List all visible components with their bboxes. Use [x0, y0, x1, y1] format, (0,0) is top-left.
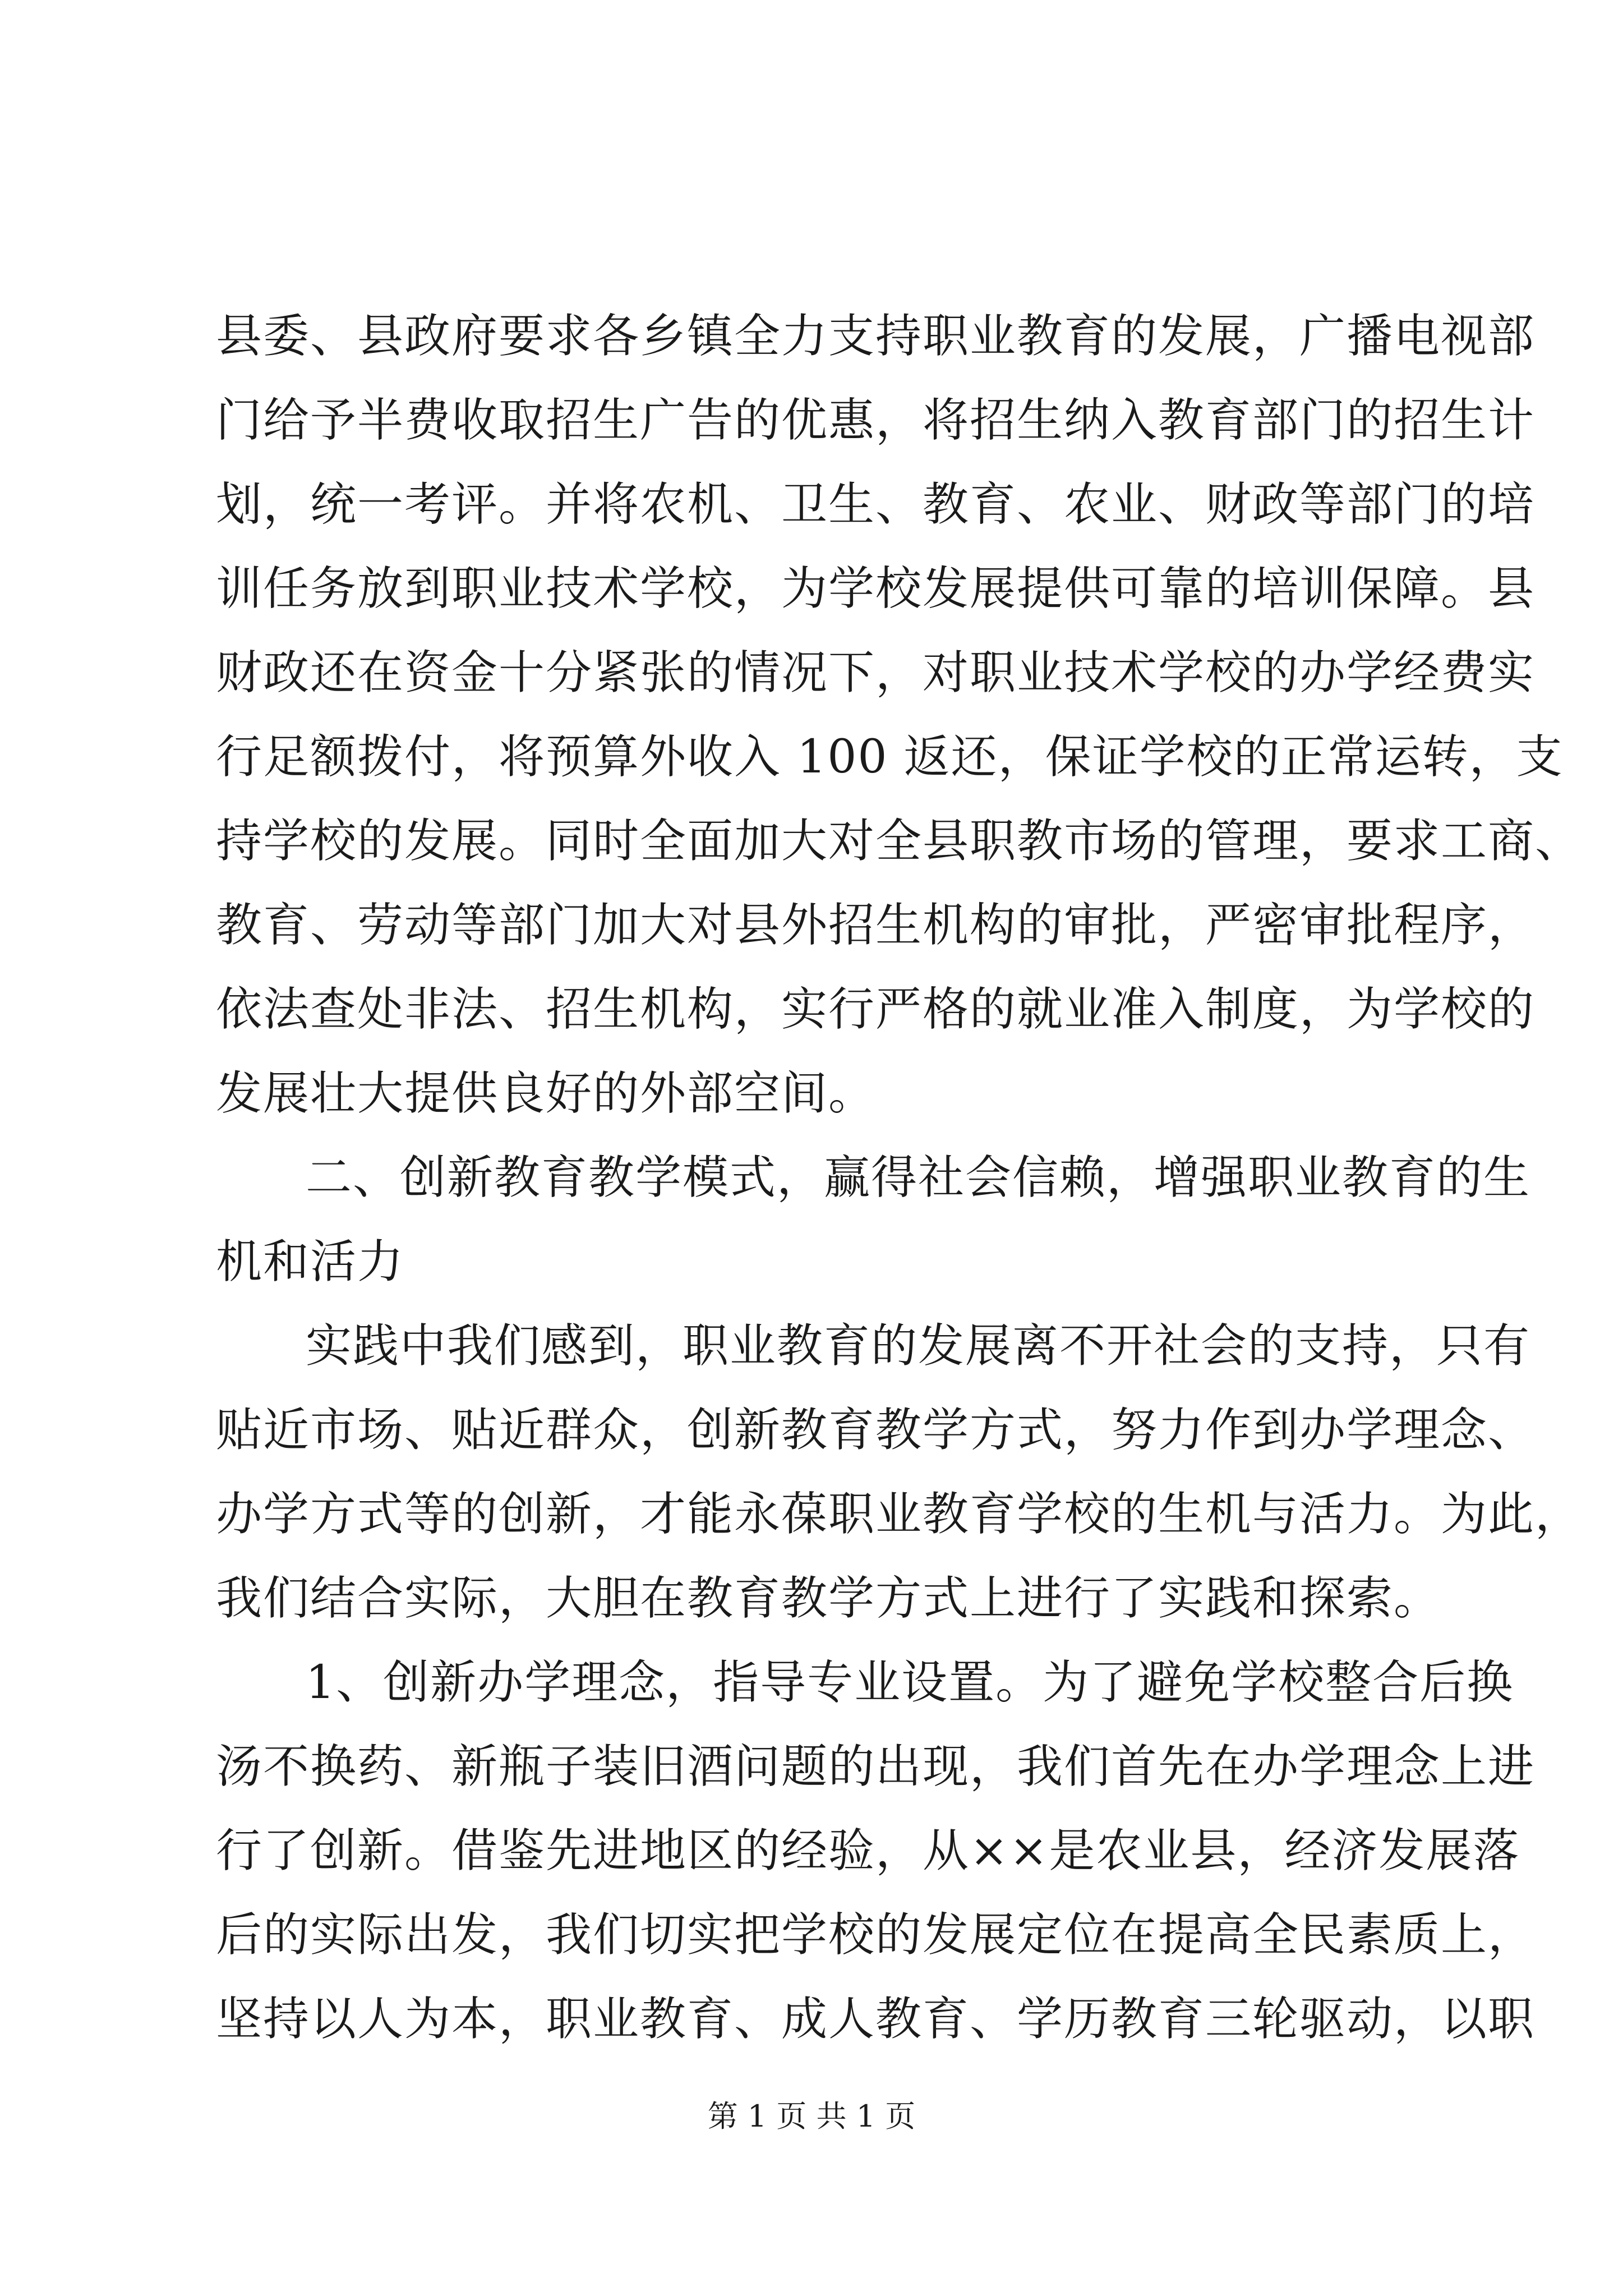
text-line: 持学校的发展。同时全面加大对全县职教市场的管理，要求工商、: [216, 815, 1583, 868]
text-line: 依法查处非法、招生机构，实行严格的就业准入制度，为学校的: [216, 983, 1536, 1036]
text-line: 坚持以人为本，职业教育、成人教育、学历教育三轮驱动，以职: [216, 1993, 1536, 2046]
section-heading-line: 机和活力: [216, 1235, 405, 1289]
page-number-footer: 第 1 页 共 1 页: [707, 2099, 916, 2134]
text-line: 汤不换药、新瓶子装旧酒问题的出现，我们首先在办学理念上进: [216, 1740, 1536, 1793]
text-line: 办学方式等的创新，才能永葆职业教育学校的生机与活力。为此，: [216, 1488, 1583, 1541]
document-body: [216, 295, 1583, 2062]
text-line: 教育、劳动等部门加大对县外招生机构的审批，严密审批程序，: [216, 899, 1536, 952]
text-line: 实践中我们感到，职业教育的发展离不开社会的支持，只有: [306, 1319, 1531, 1373]
text-line: 我们结合实际，大胆在教育教学方式上进行了实践和探索。: [216, 1572, 1441, 1625]
text-line: 县委、县政府要求各乡镇全力支持职业教育的发展，广播电视部: [216, 310, 1536, 363]
text-line: 贴近市场、贴近群众，创新教育教学方式，努力作到办学理念、: [216, 1404, 1536, 1457]
text-line: 划，统一考评。并将农机、卫生、教育、农业、财政等部门的培: [216, 478, 1536, 531]
text-line: 发展壮大提供良好的外部空间。: [216, 1067, 876, 1120]
text-line: 行了创新。借鉴先进地区的经验，从××是农业县，经济发展落: [216, 1824, 1520, 1878]
text-line: 训任务放到职业技术学校，为学校发展提供可靠的培训保障。县: [216, 562, 1536, 615]
section-heading-line: 二、创新教育教学模式，赢得社会信赖，增强职业教育的生: [306, 1151, 1531, 1204]
text-line: 行足额拨付，将预算外收入 100 返还，保证学校的正常运转，支: [216, 730, 1564, 784]
text-line: 门给予半费收取招生广告的优惠，将招生纳入教育部门的招生计: [216, 394, 1536, 447]
text-line: 后的实际出发，我们切实把学校的发展定位在提高全民素质上，: [216, 1908, 1536, 1962]
text-line: 财政还在资金十分紧张的情况下，对职业技术学校的办学经费实: [216, 646, 1536, 700]
text-line: 1、创新办学理念，指导专业设置。为了避免学校整合后换: [306, 1656, 1514, 1709]
